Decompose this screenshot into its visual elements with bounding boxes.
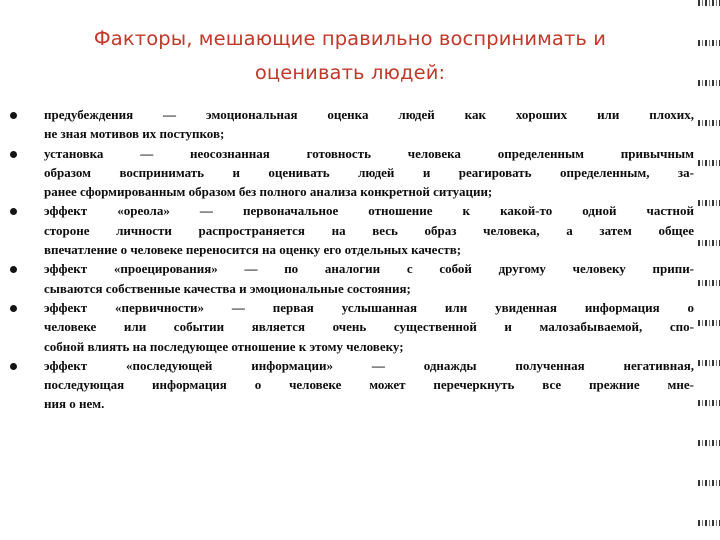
item-line	[44, 356, 694, 375]
edge-band	[698, 0, 720, 6]
list-item-primacy-effect	[6, 298, 694, 356]
list-item-prejudice	[6, 105, 694, 144]
item-term: предубеждения	[44, 107, 134, 122]
list-item-attitude	[6, 144, 694, 202]
edge-band	[698, 40, 720, 46]
item-term: эффект «ореола»	[44, 203, 170, 219]
edge-band	[698, 160, 720, 166]
item-line	[44, 105, 694, 124]
bullet-icon	[10, 112, 17, 119]
item-text: — первоначальное отношение к какой-то одной частной	[169, 203, 694, 219]
item-line	[44, 298, 694, 317]
list-item-subsequent-info-effect	[6, 356, 694, 414]
bullet-icon	[10, 266, 17, 273]
item-line: человеке или событии является очень существенной и малозабываемой, спо-	[44, 319, 694, 335]
scan-edge-decoration	[698, 0, 720, 540]
item-line: собной влиять на последующее отношение к этому человеку;	[44, 338, 404, 354]
scanned-factors-list	[6, 105, 694, 414]
list-item-projection-effect	[6, 259, 694, 298]
edge-band	[698, 320, 720, 326]
item-text: — первая услышанная или увиденная информация о	[204, 299, 694, 315]
slide-title-line-2: оценивать людей:	[254, 61, 446, 84]
edge-band	[698, 280, 720, 286]
edge-band	[698, 400, 720, 406]
item-line: стороне личности распространяется на весь образ человека, а затем общее	[44, 222, 694, 238]
edge-band	[698, 440, 720, 446]
item-text: — однажды полученная негативная,	[333, 357, 694, 373]
item-text: — неосознанная готовность человека определенным привычным	[103, 145, 694, 161]
edge-band	[698, 240, 720, 246]
item-line: ния о нем.	[44, 396, 105, 412]
bullet-icon	[10, 151, 17, 158]
edge-band	[698, 120, 720, 126]
item-line: впечатление о человеке переносится на оценку его отдельных качеств;	[44, 242, 462, 258]
edge-band	[698, 480, 720, 486]
edge-band	[698, 360, 720, 366]
item-term: установка	[44, 145, 104, 161]
bullet-icon	[10, 363, 17, 370]
edge-band	[698, 520, 720, 526]
edge-band	[698, 80, 720, 86]
item-line	[44, 201, 694, 220]
item-line	[44, 259, 694, 278]
item-line: образом воспринимать и оценивать людей и реагировать определенным, за-	[44, 164, 694, 180]
slide-title	[30, 22, 670, 90]
bullet-icon	[10, 208, 17, 215]
item-line: не зная мотивов их поступков;	[44, 126, 225, 142]
item-text: — эмоциональная оценка людей как хороших или плохих,	[133, 107, 694, 122]
slide-title-line-1: Факторы, мешающие правильно воспринимать и	[93, 27, 607, 50]
item-line: сываются собственные качества и эмоциональные состояния;	[44, 280, 411, 296]
list-item-halo-effect	[6, 201, 694, 259]
item-text: — по аналогии с собой другому человеку припи-	[217, 261, 695, 277]
item-term: эффект «первичности»	[44, 299, 205, 315]
edge-band	[698, 200, 720, 206]
item-line	[44, 144, 694, 163]
item-line: последующая информация о человеке может перечеркнуть все прежние мне-	[44, 377, 694, 393]
item-term: эффект «проецирования»	[44, 261, 218, 277]
item-term: эффект «последующей информации»	[44, 357, 334, 373]
bullet-icon	[10, 305, 17, 312]
item-line: ранее сформированным образом без полного анализа конкретной ситуации;	[44, 184, 493, 200]
